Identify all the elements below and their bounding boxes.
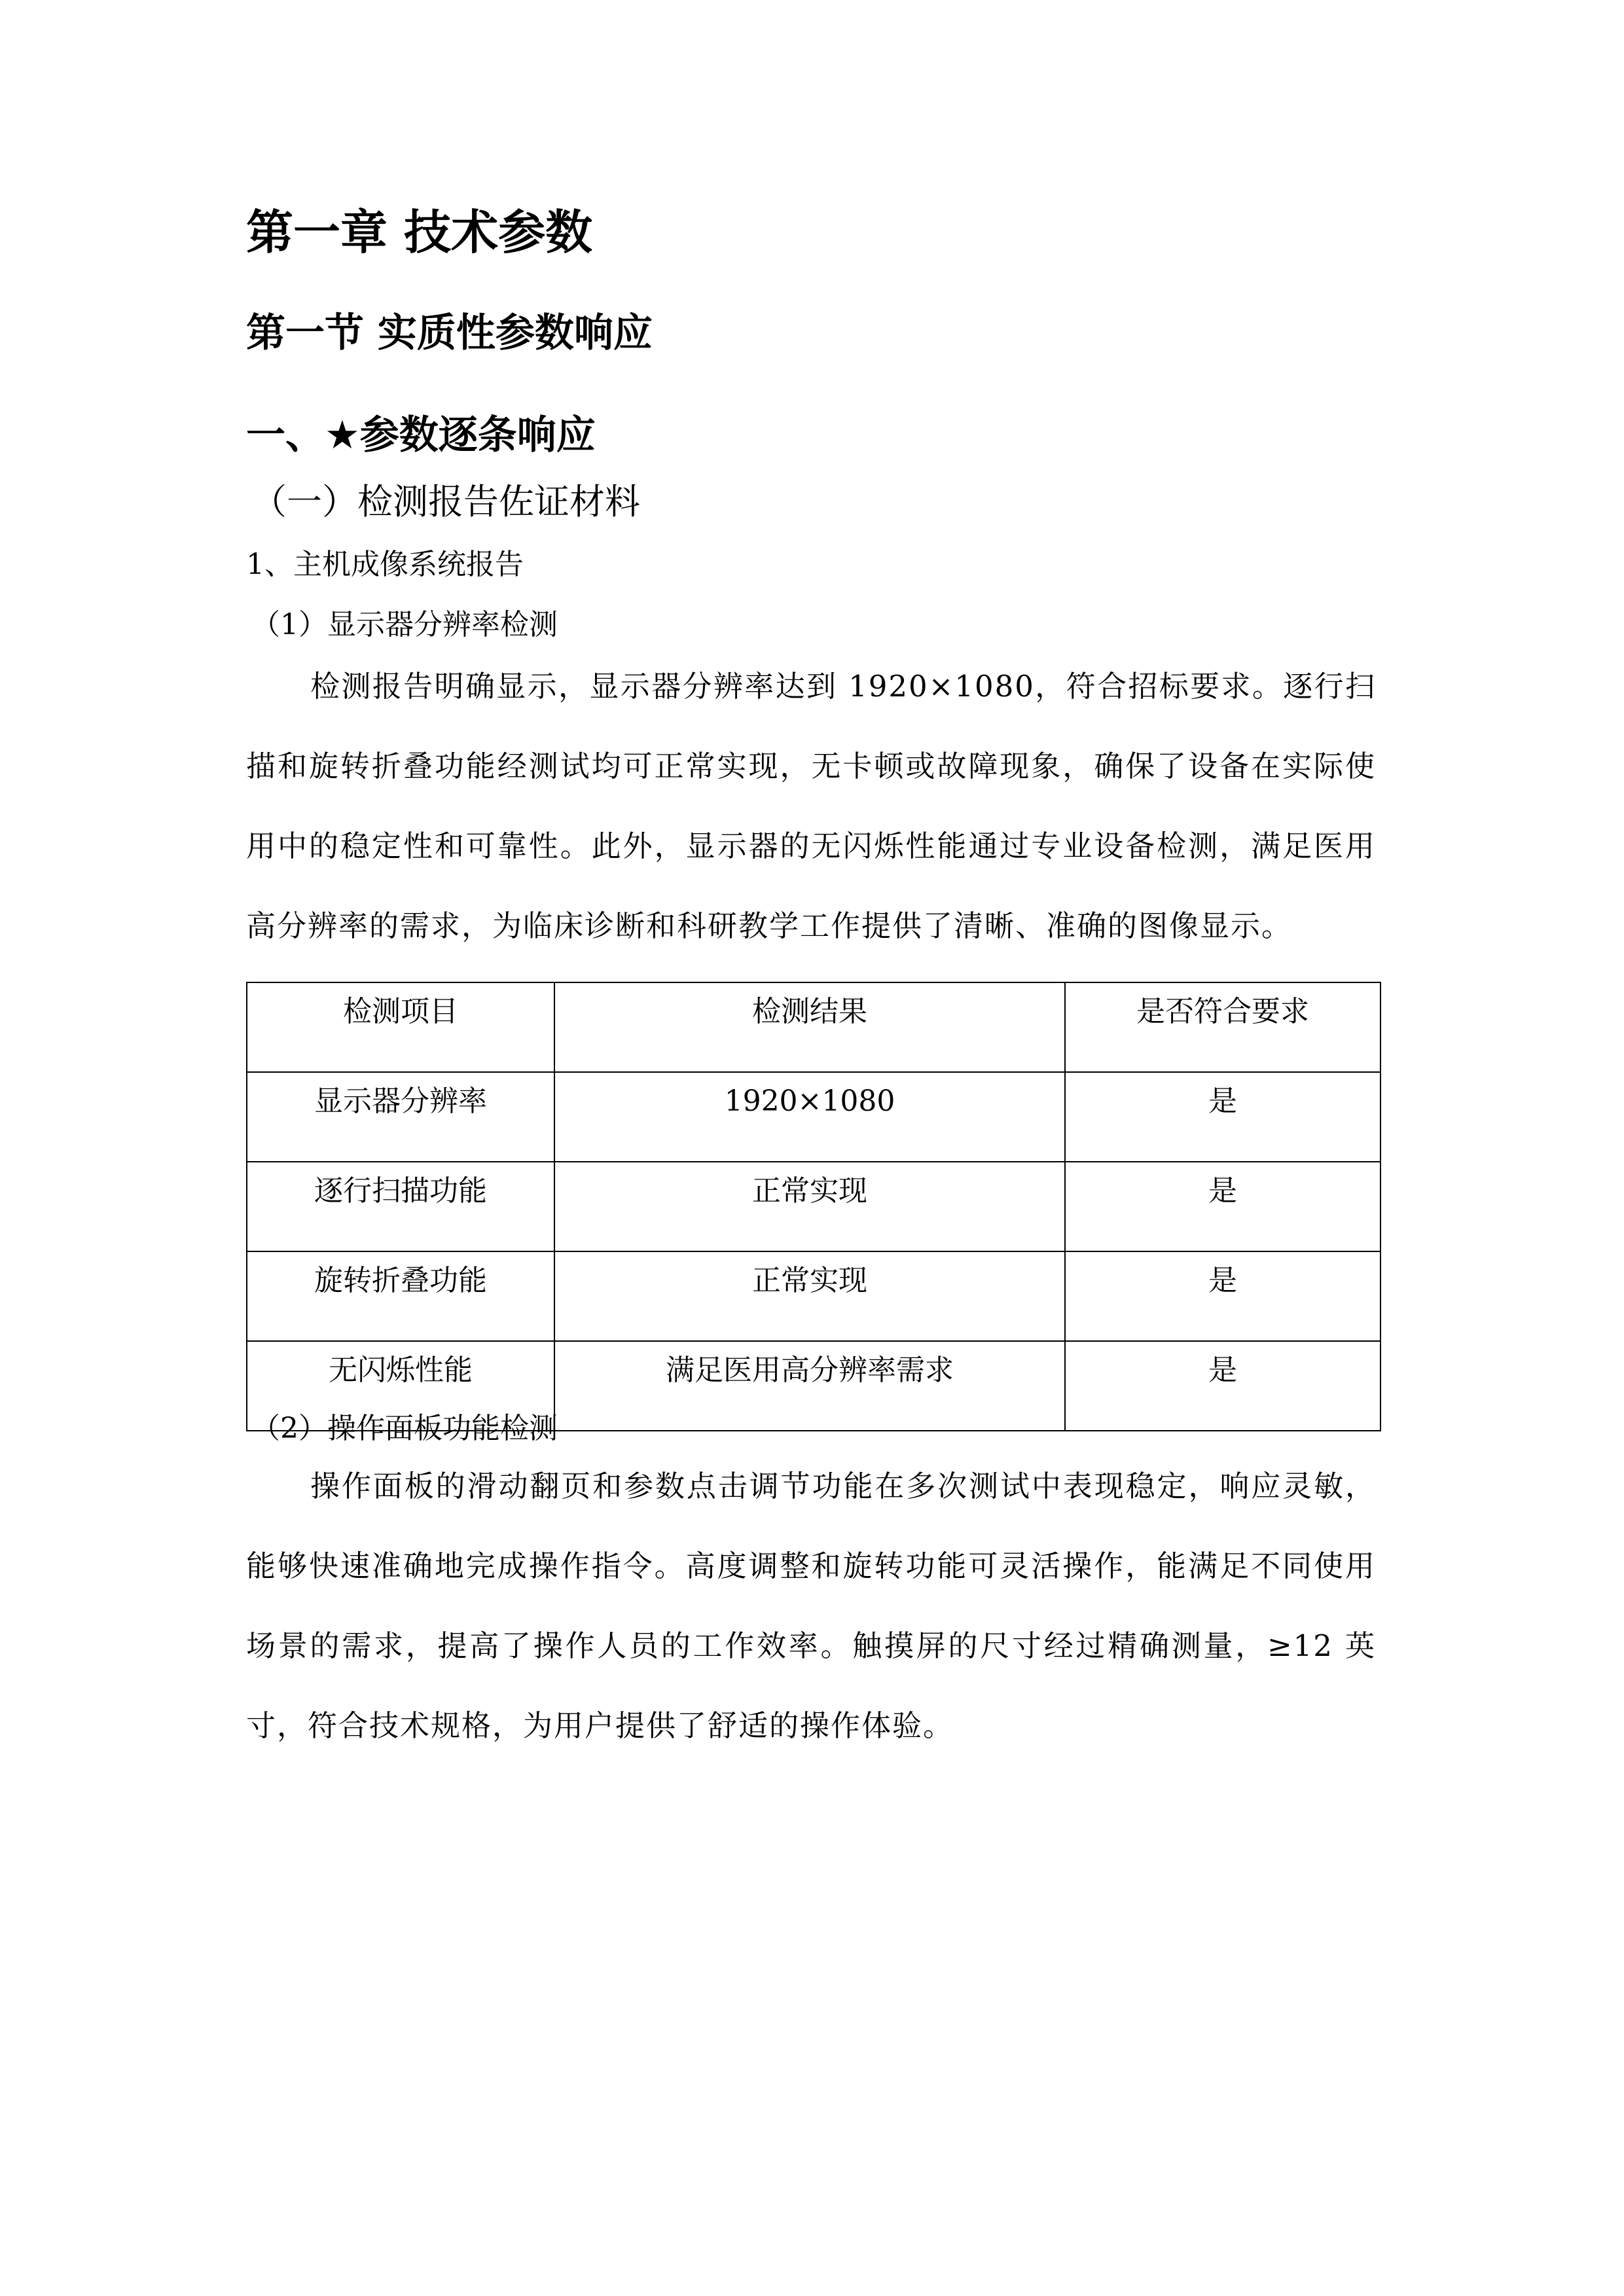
section-title: 第一节 实质性参数响应 (246, 310, 653, 356)
table-header-cell: 检测结果 (554, 982, 1065, 1072)
chapter-title: 第一章 技术参数 (246, 205, 593, 260)
subsection-title: 一、★参数逐条响应 (246, 412, 596, 458)
table-cell: 是 (1065, 1251, 1380, 1341)
heading-report: 1、主机成像系统报告 (246, 548, 524, 581)
table-cell: 正常实现 (554, 1251, 1065, 1341)
table-cell: 是 (1065, 1072, 1380, 1162)
table-cell: 无闪烁性能 (247, 1341, 554, 1431)
table-row (247, 1251, 1380, 1341)
table-cell: 正常实现 (554, 1162, 1065, 1251)
table-cell: 1920×1080 (554, 1072, 1065, 1162)
paragraph-panel-test: 操作面板的滑动翻页和参数点击调节功能在多次测试中表现稳定，响应灵敏，能够快速准确地完成操作指令。高度调整和旋转功能可灵活操作，能满足不同使用场景的需求，提高了操作人员的工作效率。触摸屏的尺寸经过精确测量，≥12 英寸，符合技术规格，为用户提供了舒适的操作体验。 (246, 1469, 1376, 1743)
table-header-row (247, 982, 1380, 1072)
test-result-table (246, 982, 1381, 1431)
heading-panel-test: （2）操作面板功能检测 (251, 1412, 558, 1445)
table-cell: 是 (1065, 1341, 1380, 1431)
table-cell: 逐行扫描功能 (247, 1162, 554, 1251)
heading-display-test: （1）显示器分辨率检测 (251, 608, 558, 641)
table-cell: 满足医用高分辨率需求 (554, 1341, 1065, 1431)
table-cell: 是 (1065, 1162, 1380, 1251)
table-cell: 旋转折叠功能 (247, 1251, 554, 1341)
table-row (247, 1072, 1380, 1162)
table-cell: 显示器分辨率 (247, 1072, 554, 1162)
table-row (247, 1162, 1380, 1251)
paragraph-display-test: 检测报告明确显示，显示器分辨率达到 1920×1080，符合招标要求。逐行扫描和旋转折叠功能经测试均可正常实现，无卡顿或故障现象，确保了设备在实际使用中的稳定性和可靠性。此外，显示器的无闪烁性能通过专业设备检测，满足医用高分辨率的需求，为临床诊断和科研教学工作提供了清晰、准确的图像显示。 (246, 669, 1376, 943)
table-header-cell: 检测项目 (247, 982, 554, 1072)
table-header-cell: 是否符合要求 (1065, 982, 1380, 1072)
heading-evidence: （一）检测报告佐证材料 (251, 481, 640, 522)
